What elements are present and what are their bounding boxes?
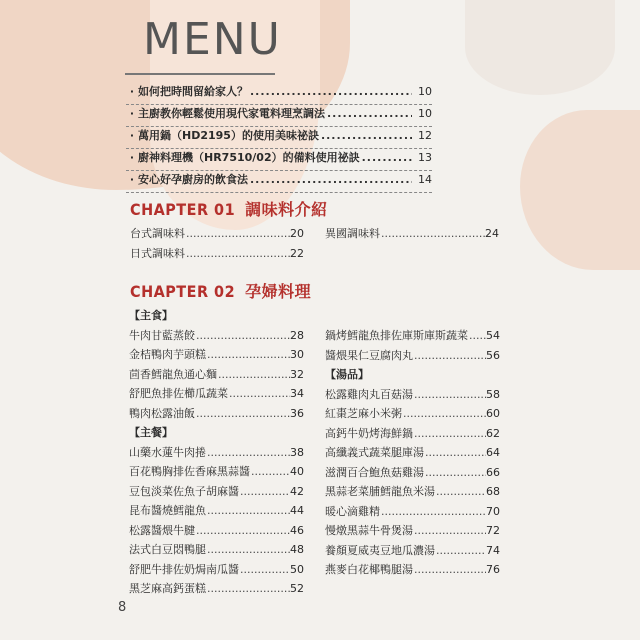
dot-leader — [250, 465, 290, 478]
bullet-icon: · — [129, 129, 135, 142]
entry-title: 高鈣牛奶烤海鮮鍋 — [325, 426, 413, 440]
entry-title: 舒肥魚排佐櫛瓜蔬菜 — [129, 387, 228, 400]
toc-entry — [325, 464, 500, 484]
dot-leader — [206, 582, 290, 595]
dot-leader — [413, 388, 486, 401]
dot-leader — [435, 544, 486, 557]
dot-leader — [217, 368, 290, 381]
entry-title: 鴨肉松露油飯 — [129, 406, 195, 420]
entry-title: 紅棗芝麻小米粥 — [325, 407, 402, 420]
toc-entry — [325, 405, 500, 425]
entry-title: 茴香鱈龍魚通心麵 — [129, 367, 217, 381]
entry-title: 黑芝麻高鈣蛋糕 — [129, 582, 206, 595]
entry-page-number: 62 — [486, 426, 500, 440]
entry-page-number: 34 — [290, 387, 304, 400]
entry-page-number: 44 — [290, 504, 304, 517]
toc-entry — [129, 483, 304, 503]
intro-toc — [126, 83, 432, 193]
entry-title: 如何把時間留給家人？ — [138, 85, 248, 98]
entry-title: 萬用鍋（HD2195）的使用美味祕訣 — [138, 129, 319, 142]
chapter-label: CHAPTER 01 — [130, 200, 236, 219]
entry-title: 舒肥牛排佐奶焗南瓜醬 — [129, 562, 239, 576]
entry-page-number: 14 — [418, 173, 432, 186]
toc-entry — [325, 225, 499, 245]
toc-entry — [325, 327, 500, 347]
entry-page-number: 46 — [290, 523, 304, 537]
bullet-icon: · — [129, 151, 135, 164]
entry-title: 【主食】 — [129, 309, 173, 322]
toc-entry — [129, 541, 304, 561]
entry-page-number: 64 — [486, 446, 500, 459]
toc-entry — [126, 149, 432, 171]
toc-entry — [325, 444, 500, 464]
entry-title: 安心好孕廚房的飲食法 — [138, 173, 248, 186]
section-heading — [129, 307, 304, 327]
dot-leader — [468, 329, 486, 342]
dot-leader — [248, 85, 412, 98]
entry-page-number: 22 — [290, 246, 304, 260]
page-title: MENU — [143, 14, 282, 65]
bullet-icon: · — [129, 85, 135, 98]
toc-entry — [129, 580, 304, 600]
entry-page-number: 12 — [418, 129, 432, 142]
chapter-01-right-list — [325, 225, 499, 245]
toc-entry — [325, 425, 500, 445]
chapter-01-heading — [130, 197, 328, 220]
background-shape — [465, 0, 615, 95]
entry-page-number: 38 — [290, 445, 304, 459]
entry-page-number: 60 — [486, 407, 500, 420]
entry-page-number: 40 — [290, 465, 304, 478]
entry-page-number: 70 — [486, 504, 500, 518]
dot-leader — [239, 563, 290, 576]
dot-leader — [402, 407, 486, 420]
bullet-icon: · — [129, 173, 135, 186]
entry-page-number: 13 — [418, 151, 432, 164]
entry-title: 松露雞肉丸百菇湯 — [325, 387, 413, 401]
dot-leader — [360, 151, 412, 164]
entry-page-number: 42 — [290, 484, 304, 498]
entry-page-number: 10 — [418, 85, 432, 98]
entry-title: 暖心滴雞精 — [325, 504, 380, 518]
toc-entry — [129, 522, 304, 542]
dot-leader — [206, 348, 290, 361]
entry-title: 昆布醬燒鱈龍魚 — [129, 504, 206, 517]
entry-title: 台式調味料 — [130, 227, 185, 240]
entry-title: 慢燉黑蒜牛骨煲湯 — [325, 524, 413, 537]
toc-entry — [129, 463, 304, 483]
toc-entry — [126, 171, 432, 193]
entry-page-number: 48 — [290, 543, 304, 556]
toc-entry — [130, 225, 304, 245]
dot-leader — [206, 446, 290, 459]
dot-leader — [239, 485, 290, 498]
section-heading — [129, 424, 304, 444]
entry-title: 主廚教你輕鬆使用現代家電料理烹調法 — [138, 107, 325, 120]
entry-page-number: 52 — [290, 582, 304, 595]
entry-page-number: 32 — [290, 367, 304, 381]
dot-leader — [413, 524, 486, 537]
toc-entry — [129, 561, 304, 581]
dot-leader — [380, 505, 486, 518]
bullet-icon: · — [129, 107, 135, 120]
entry-title: 法式白豆悶鴨腿 — [129, 543, 206, 556]
entry-page-number: 56 — [486, 348, 500, 362]
chapter-title: 調味料介紹 — [245, 200, 328, 219]
toc-entry — [126, 105, 432, 127]
toc-entry — [325, 561, 500, 581]
entry-title: 燕麥白花椰鴨腿湯 — [325, 563, 413, 576]
entry-title: 【湯品】 — [325, 368, 369, 381]
dot-leader — [206, 504, 290, 517]
chapter-02-left-list — [129, 307, 304, 600]
entry-title: 廚神料理機（HR7510/02）的備料使用祕訣 — [138, 151, 360, 164]
dot-leader — [380, 227, 485, 240]
entry-page-number: 68 — [486, 485, 500, 498]
dot-leader — [228, 387, 290, 400]
toc-entry — [129, 502, 304, 522]
dot-leader — [325, 107, 412, 120]
entry-title: 養顏夏威夷豆地瓜濃湯 — [325, 543, 435, 557]
toc-entry — [129, 444, 304, 464]
toc-entry — [325, 386, 500, 406]
dot-leader — [424, 466, 486, 479]
toc-entry — [129, 327, 304, 347]
entry-page-number: 20 — [290, 227, 304, 240]
entry-title: 醬煨果仁豆腐肉丸 — [325, 348, 413, 362]
page-number: 8 — [118, 600, 127, 615]
entry-title: 鍋烤鱈龍魚排佐庫斯庫斯蔬菜 — [325, 329, 468, 342]
entry-page-number: 66 — [486, 465, 500, 479]
dot-leader — [319, 129, 412, 142]
section-heading — [325, 366, 500, 386]
toc-entry — [126, 127, 432, 149]
entry-title: 【主餐】 — [129, 426, 173, 439]
entry-title: 日式調味料 — [130, 246, 185, 260]
entry-page-number: 58 — [486, 387, 500, 401]
entry-title: 牛肉甘藍蒸餃 — [129, 328, 195, 342]
chapter-label: CHAPTER 02 — [130, 282, 236, 301]
dot-leader — [413, 563, 486, 576]
entry-page-number: 54 — [486, 329, 500, 342]
background-shape — [520, 110, 640, 270]
entry-page-number: 36 — [290, 406, 304, 420]
dot-leader — [248, 173, 412, 186]
entry-title: 異國調味料 — [325, 227, 380, 240]
toc-entry — [325, 542, 500, 562]
entry-title: 高纖義式蔬菜腿庫湯 — [325, 446, 424, 459]
toc-entry — [325, 483, 500, 503]
entry-page-number: 10 — [418, 107, 432, 120]
toc-entry — [129, 366, 304, 386]
entry-page-number: 30 — [290, 348, 304, 361]
title-underline — [125, 73, 275, 75]
entry-title: 滋潤百合鮑魚菇雞湯 — [325, 465, 424, 479]
chapter-01-left-list — [130, 225, 304, 264]
dot-leader — [206, 543, 290, 556]
entry-page-number: 24 — [485, 227, 499, 240]
dot-leader — [195, 329, 290, 342]
entry-title: 百花鴨胸排佐香麻黑蒜醬 — [129, 465, 250, 478]
toc-entry — [325, 347, 500, 367]
chapter-02-heading — [130, 279, 311, 302]
dot-leader — [413, 427, 486, 440]
toc-entry — [129, 346, 304, 366]
toc-entry — [325, 522, 500, 542]
dot-leader — [185, 247, 290, 260]
dot-leader — [195, 524, 290, 537]
entry-title: 山藥水蓮牛肉捲 — [129, 445, 206, 459]
toc-entry — [325, 503, 500, 523]
chapter-title: 孕婦料理 — [245, 282, 312, 301]
entry-page-number: 76 — [486, 563, 500, 576]
entry-page-number: 72 — [486, 524, 500, 537]
toc-entry — [126, 83, 432, 105]
entry-title: 金桔鴨肉芋頭糕 — [129, 348, 206, 361]
dot-leader — [413, 349, 486, 362]
entry-title: 松露醬煨牛腱 — [129, 523, 195, 537]
dot-leader — [435, 485, 486, 498]
dot-leader — [424, 446, 486, 459]
entry-page-number: 28 — [290, 328, 304, 342]
toc-entry — [130, 245, 304, 265]
toc-entry — [129, 385, 304, 405]
entry-title: 黑蒜老菜脯鱈龍魚米湯 — [325, 485, 435, 498]
dot-leader — [185, 227, 290, 240]
dot-leader — [195, 407, 290, 420]
toc-entry — [129, 405, 304, 425]
entry-page-number: 50 — [290, 562, 304, 576]
entry-page-number: 74 — [486, 543, 500, 557]
chapter-02-right-list — [325, 327, 500, 581]
entry-title: 豆包淡菜佐魚子胡麻醬 — [129, 484, 239, 498]
